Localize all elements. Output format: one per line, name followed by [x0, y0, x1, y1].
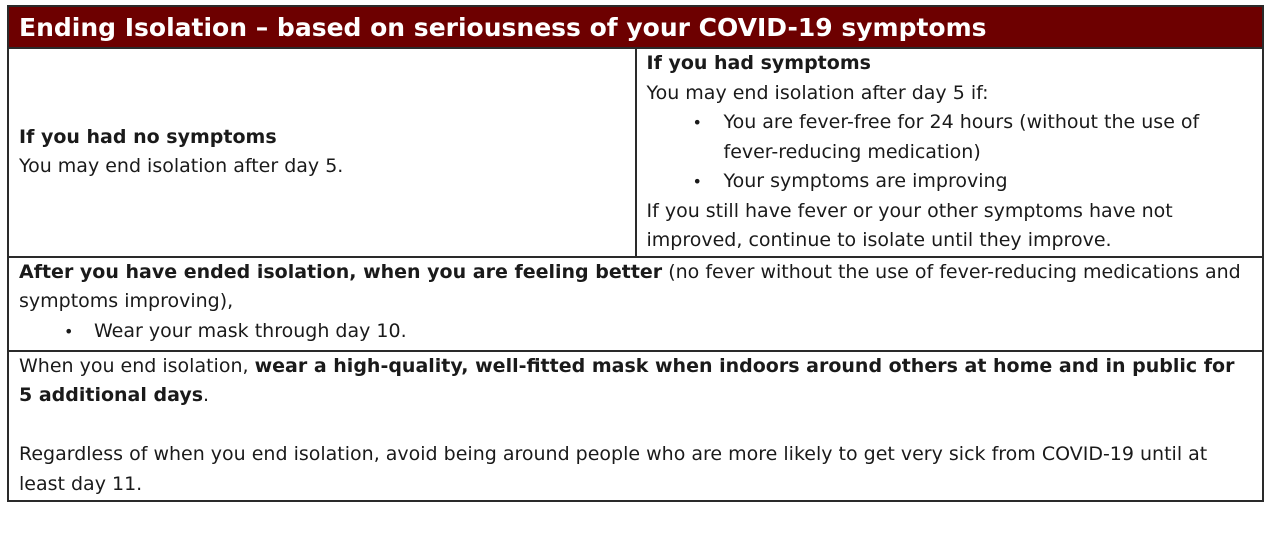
had-symptoms-cell — [636, 48, 1264, 257]
table-title: Ending Isolation – based on seriousness of your COVID-19 symptoms — [8, 6, 1263, 48]
list-item — [19, 317, 1252, 347]
isolation-guidance-table — [7, 5, 1264, 502]
list-item — [647, 167, 1253, 197]
paragraph-spacer — [19, 411, 1252, 441]
bullet-icon: • — [64, 321, 74, 341]
no-symptoms-text: You may end isolation after day 5. — [19, 155, 344, 178]
no-symptoms-heading: If you had no symptoms — [19, 125, 277, 148]
after-isolation-cell — [8, 257, 1263, 351]
after-isolation-paragraph — [19, 258, 1252, 317]
bullet-icon: • — [692, 113, 702, 132]
after-isolation-bullet-list — [19, 317, 1252, 347]
bullet-text: You are fever-free for 24 hours (without the use of fever-reducing medication) — [723, 111, 1200, 163]
bullet-text: Wear your mask through day 10. — [94, 319, 407, 342]
mask-guidance-end: . — [203, 384, 210, 406]
had-symptoms-intro: You may end isolation after day 5 if: — [646, 81, 989, 104]
mask-guidance-paragraph — [19, 352, 1252, 411]
bullet-text: Your symptoms are improving — [723, 170, 1008, 192]
mask-guidance-bold: wear a high-quality, well-fitted mask when indoors around others at home and in public for 5 additional days — [19, 354, 1235, 406]
had-symptoms-bullet-list — [647, 108, 1253, 197]
had-symptoms-outro: If you still have fever or your other symptoms have not improved, continue to isolate until they improve. — [646, 199, 1173, 251]
after-isolation-rest: (no fever without the use of fever-reducing medications and symptoms improving), — [19, 260, 1241, 312]
bullet-icon: • — [692, 172, 702, 191]
after-isolation-bold-lead: After you have ended isolation, when you are feeling better — [19, 260, 663, 283]
list-item — [647, 108, 1253, 167]
had-symptoms-heading: If you had symptoms — [646, 52, 871, 74]
mask-guidance-lead: When you end isolation, — [19, 354, 255, 377]
regardless-paragraph: Regardless of when you end isolation, avoid being around people who are more likely to get very sick from COVID-19 until at least day 11. — [19, 443, 1208, 495]
no-symptoms-cell — [8, 48, 636, 257]
mask-guidance-cell — [8, 351, 1263, 501]
